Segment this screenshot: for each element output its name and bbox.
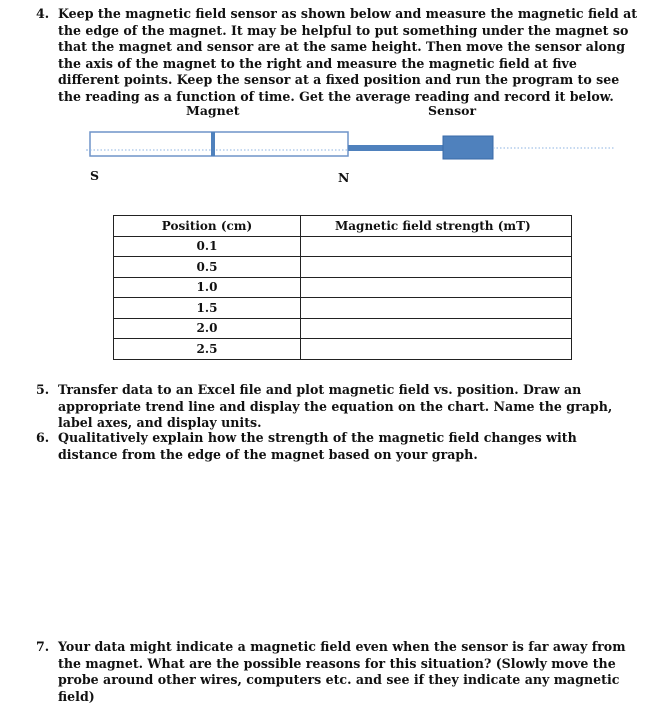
sensor-label: Sensor: [428, 103, 477, 118]
field-cell[interactable]: [301, 236, 572, 257]
header-field-strength: Magnetic field strength (mT): [301, 216, 572, 237]
question-text: Your data might indicate a magnetic field even when the sensor is far away from the magnet. What are the possible reasons for this situation? (Slowly move the probe around other wires, computers etc. and see if they indicate any magnetic field): [58, 639, 626, 704]
field-cell[interactable]: [301, 298, 572, 319]
probe-rod: [348, 145, 443, 151]
field-cell[interactable]: [301, 318, 572, 339]
position-cell: 2.5: [114, 339, 301, 360]
table-row: [114, 318, 572, 339]
table-row: [114, 298, 572, 319]
position-cell: 0.5: [114, 257, 301, 278]
magnet-label: Magnet: [186, 103, 240, 118]
data-table: [113, 215, 572, 360]
position-cell: 1.5: [114, 298, 301, 319]
table-row: [114, 339, 572, 360]
position-cell: 2.0: [114, 318, 301, 339]
pole-south-label: S: [90, 168, 100, 183]
table-header-row: [114, 216, 572, 237]
field-cell[interactable]: [301, 257, 572, 278]
table-row: [114, 257, 572, 278]
table-row: [114, 236, 572, 257]
field-cell[interactable]: [301, 339, 572, 360]
question-text: Keep the magnetic field sensor as shown below and measure the magnetic field at the edge of the magnet. It may be helpful to put something under the magnet so that the magnet and sensor are at the same height. Then move the sensor along the axis of the magnet to the right and measure the magnetic field at five different points. Keep the sensor at a fixed position and run the program to see the reading as a function of time. Get the average reading and record it below.: [58, 6, 638, 104]
question-number: 7.: [36, 639, 50, 654]
magnet-sensor-diagram: [0, 0, 660, 200]
header-position: Position (cm): [114, 216, 301, 237]
question-number: 4.: [36, 6, 50, 21]
question-text: Qualitatively explain how the strength of the magnetic field changes with distance from the edge of the magnet based on your graph.: [58, 430, 577, 462]
field-cell[interactable]: [301, 277, 572, 298]
position-cell: 1.0: [114, 277, 301, 298]
question-number: 5.: [36, 382, 50, 397]
pole-north-label: N: [338, 170, 350, 185]
question-number: 6.: [36, 430, 50, 445]
question-text: Transfer data to an Excel file and plot magnetic field vs. position. Draw an appropriate trend line and display the equation on the chart. Name the graph, label axes, and display units.: [58, 382, 613, 430]
sensor-body: [443, 136, 493, 159]
position-cell: 0.1: [114, 236, 301, 257]
magnet-body: [90, 132, 348, 156]
table-row: [114, 277, 572, 298]
magnet-divider: [211, 132, 215, 156]
